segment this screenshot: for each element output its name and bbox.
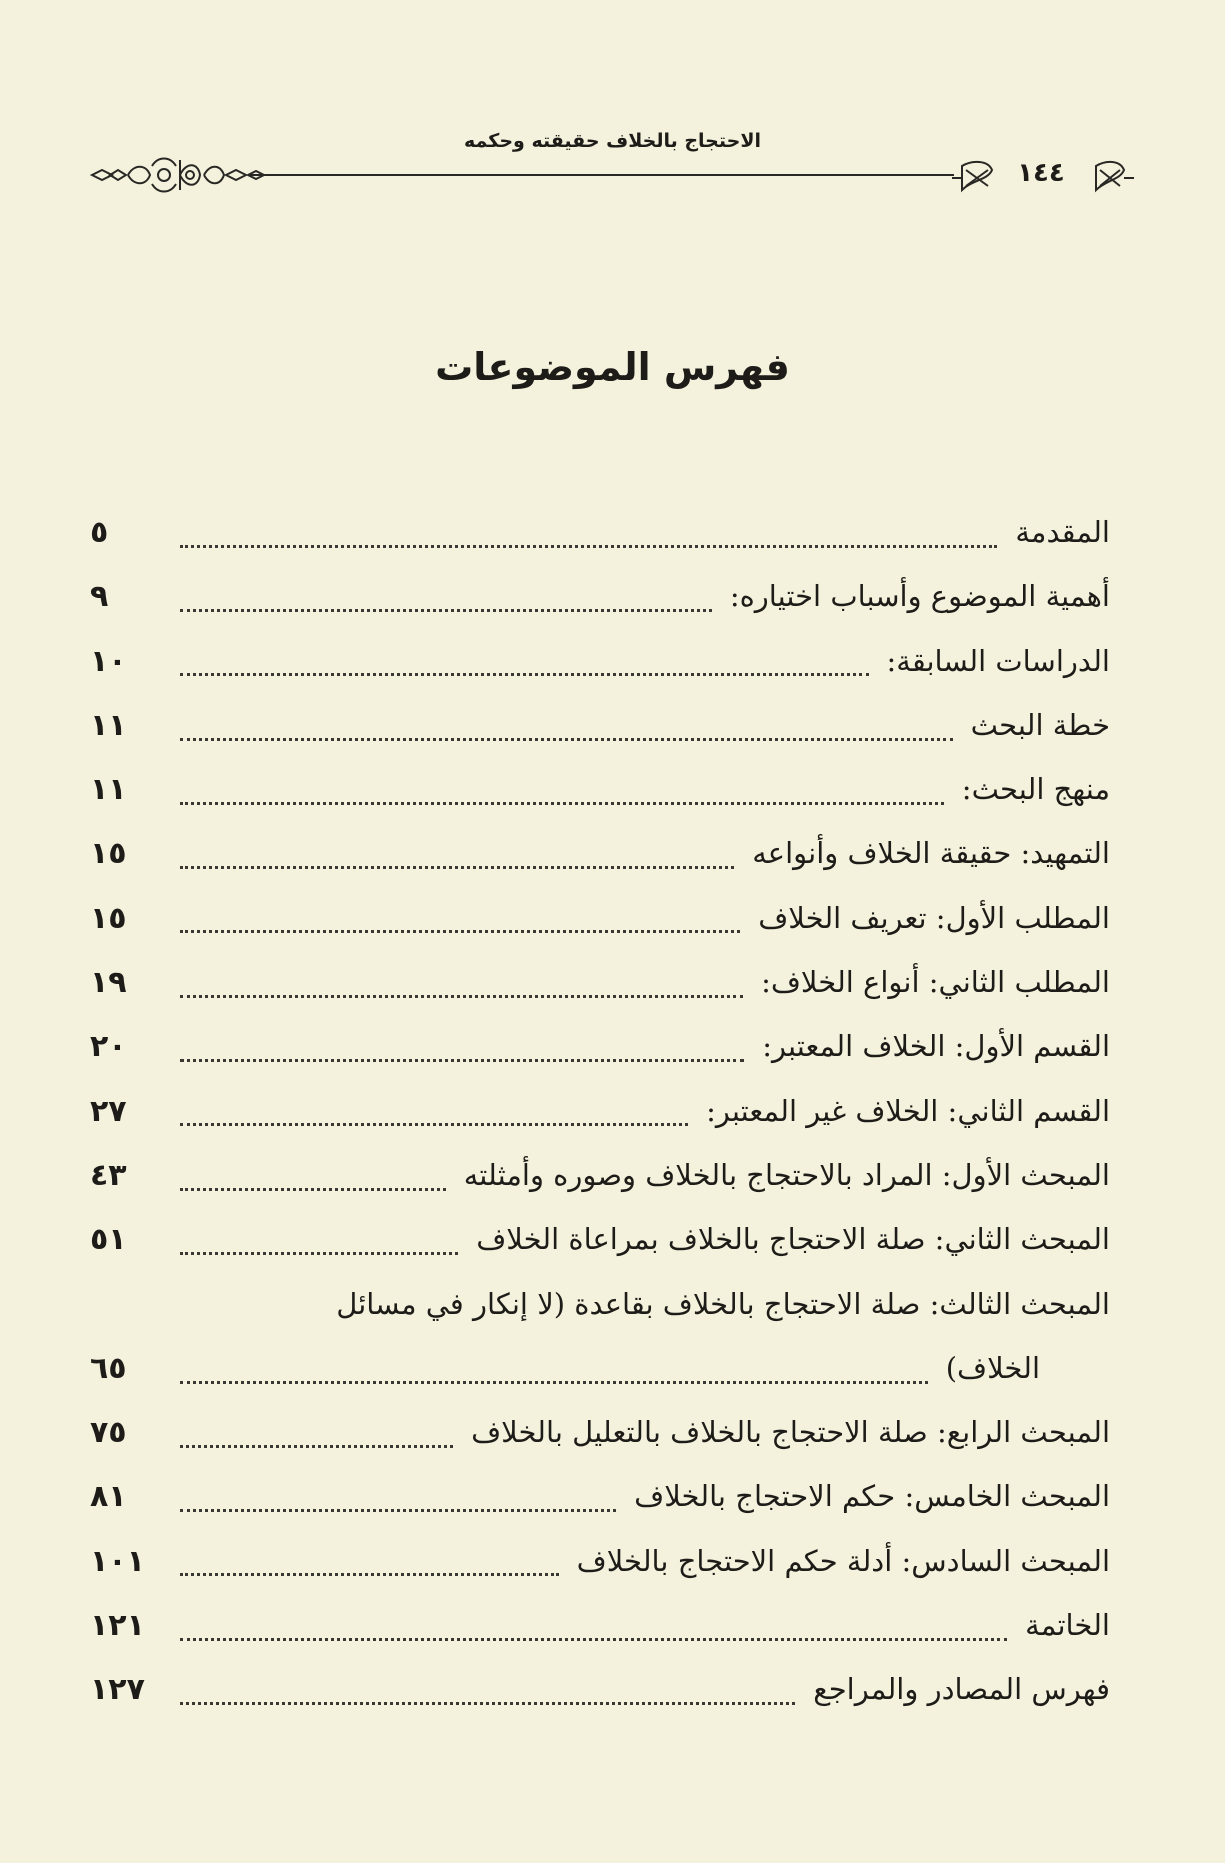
toc-entry-page: ٥ [90, 515, 109, 550]
toc-entry-label: الدراسات السابقة: [886, 643, 1110, 678]
toc-entry-label: المبحث الأول: المراد بالاحتجاج بالخلاف وصوره وأمثلته [463, 1157, 1110, 1192]
dot-leader [180, 930, 740, 933]
toc-entry-page: ١٢١ [90, 1608, 145, 1644]
toc-entry-page: ٢٠ [90, 1029, 127, 1065]
toc-entry-label: المبحث الثالث: صلة الاحتجاج بالخلاف بقاعدة (لا إنكار في مسائل [336, 1286, 1110, 1321]
toc-entry [90, 1657, 1110, 1721]
toc-entry-page: ٧٥ [90, 1415, 127, 1451]
toc-entry-continuation [90, 1336, 1110, 1400]
dot-leader [180, 738, 953, 741]
toc-entry-label: خطة البحث [970, 707, 1110, 742]
dot-leader [180, 1252, 458, 1255]
toc-entry-label: منهج البحث: [961, 772, 1110, 807]
toc-entry-label: المبحث السادس: أدلة حكم الاحتجاج بالخلاف [576, 1543, 1110, 1578]
toc-entry-label: أهمية الموضوع وأسباب اختياره: [729, 579, 1110, 614]
dot-leader [180, 802, 944, 805]
toc-entry [90, 886, 1110, 950]
dot-leader [180, 1573, 559, 1576]
dot-leader [180, 1188, 446, 1191]
toc-entry [90, 950, 1110, 1014]
toc-entry [90, 757, 1110, 821]
toc-entry [90, 1272, 1110, 1336]
toc-entry-label: التمهيد: حقيقة الخلاف وأنواعه [752, 836, 1110, 871]
toc-entry-page: ٨١ [90, 1479, 127, 1515]
toc-entry-page: ٦٥ [90, 1350, 127, 1386]
page-number: ١٤٤ [1017, 158, 1065, 188]
left-ornament-icon [88, 152, 268, 198]
toc-entry-continuation-label: الخلاف) [945, 1350, 1040, 1385]
running-header-title: الاحتجاج بالخلاف حقيقته وحكمه [464, 130, 761, 152]
dot-leader [180, 545, 997, 548]
toc-entry-page: ٩ [90, 579, 109, 615]
toc-entry-label: المقدمة [1015, 515, 1110, 549]
dot-leader [180, 866, 734, 869]
dot-leader [180, 995, 743, 998]
toc-entry-page: ١١ [90, 772, 127, 808]
toc-entry [90, 1079, 1110, 1143]
toc-entry [90, 1529, 1110, 1593]
toc-entry-label: القسم الأول: الخلاف المعتبر: [762, 1029, 1110, 1064]
toc-entry [90, 1464, 1110, 1528]
toc-entry-label: المبحث الخامس: حكم الاحتجاج بالخلاف [634, 1479, 1110, 1514]
toc-entry-label: فهرس المصادر والمراجع [813, 1672, 1110, 1707]
dot-leader [180, 1509, 616, 1512]
toc-entry-label: المطلب الثاني: أنواع الخلاف: [761, 965, 1110, 1000]
toc-entry-page: ٥١ [90, 1222, 127, 1258]
dot-leader [180, 1123, 688, 1126]
toc-entry [90, 629, 1110, 693]
toc-entry [90, 1143, 1110, 1207]
toc-entry-page: ٤٣ [90, 1157, 127, 1193]
toc-entry-page: ٢٧ [90, 1093, 127, 1129]
toc-entry [90, 564, 1110, 628]
toc-entry-label: القسم الثاني: الخلاف غير المعتبر: [706, 1093, 1110, 1128]
toc-entry-page: ١٠١ [90, 1543, 145, 1579]
toc-entry-page: ١٥ [90, 900, 127, 936]
toc-entry-page: ١١ [90, 707, 127, 743]
dot-leader [180, 1445, 453, 1448]
toc-entry-label: المبحث الثاني: صلة الاحتجاج بالخلاف بمراعاة الخلاف [476, 1222, 1110, 1257]
toc-entry-page: ١٥ [90, 836, 127, 872]
toc-entry [90, 1207, 1110, 1271]
dot-leader [180, 609, 712, 612]
dot-leader [180, 1059, 744, 1062]
toc-entry-page: ١٠ [90, 643, 127, 679]
toc-entry [90, 821, 1110, 885]
toc-entry [90, 1014, 1110, 1078]
toc-entry-page: ١٢٧ [90, 1672, 145, 1708]
toc-entry-page: ١٩ [90, 965, 127, 1001]
toc-list [90, 500, 1110, 1722]
dot-leader [180, 1702, 795, 1705]
toc-entry-label: الخاتمة [1025, 1608, 1110, 1643]
toc-entry-label: المبحث الرابع: صلة الاحتجاج بالخلاف بالتعليل بالخلاف [471, 1415, 1110, 1450]
toc-entry [90, 500, 1110, 564]
toc-entry [90, 1400, 1110, 1464]
dot-leader [180, 673, 869, 676]
toc-entry [90, 1593, 1110, 1657]
dot-leader [180, 1638, 1007, 1641]
toc-title: فهرس الموضوعات [435, 345, 790, 389]
toc-entry-label: المطلب الأول: تعريف الخلاف [758, 900, 1110, 935]
toc-entry [90, 693, 1110, 757]
header-rule [248, 174, 954, 176]
dot-leader [180, 1381, 928, 1384]
